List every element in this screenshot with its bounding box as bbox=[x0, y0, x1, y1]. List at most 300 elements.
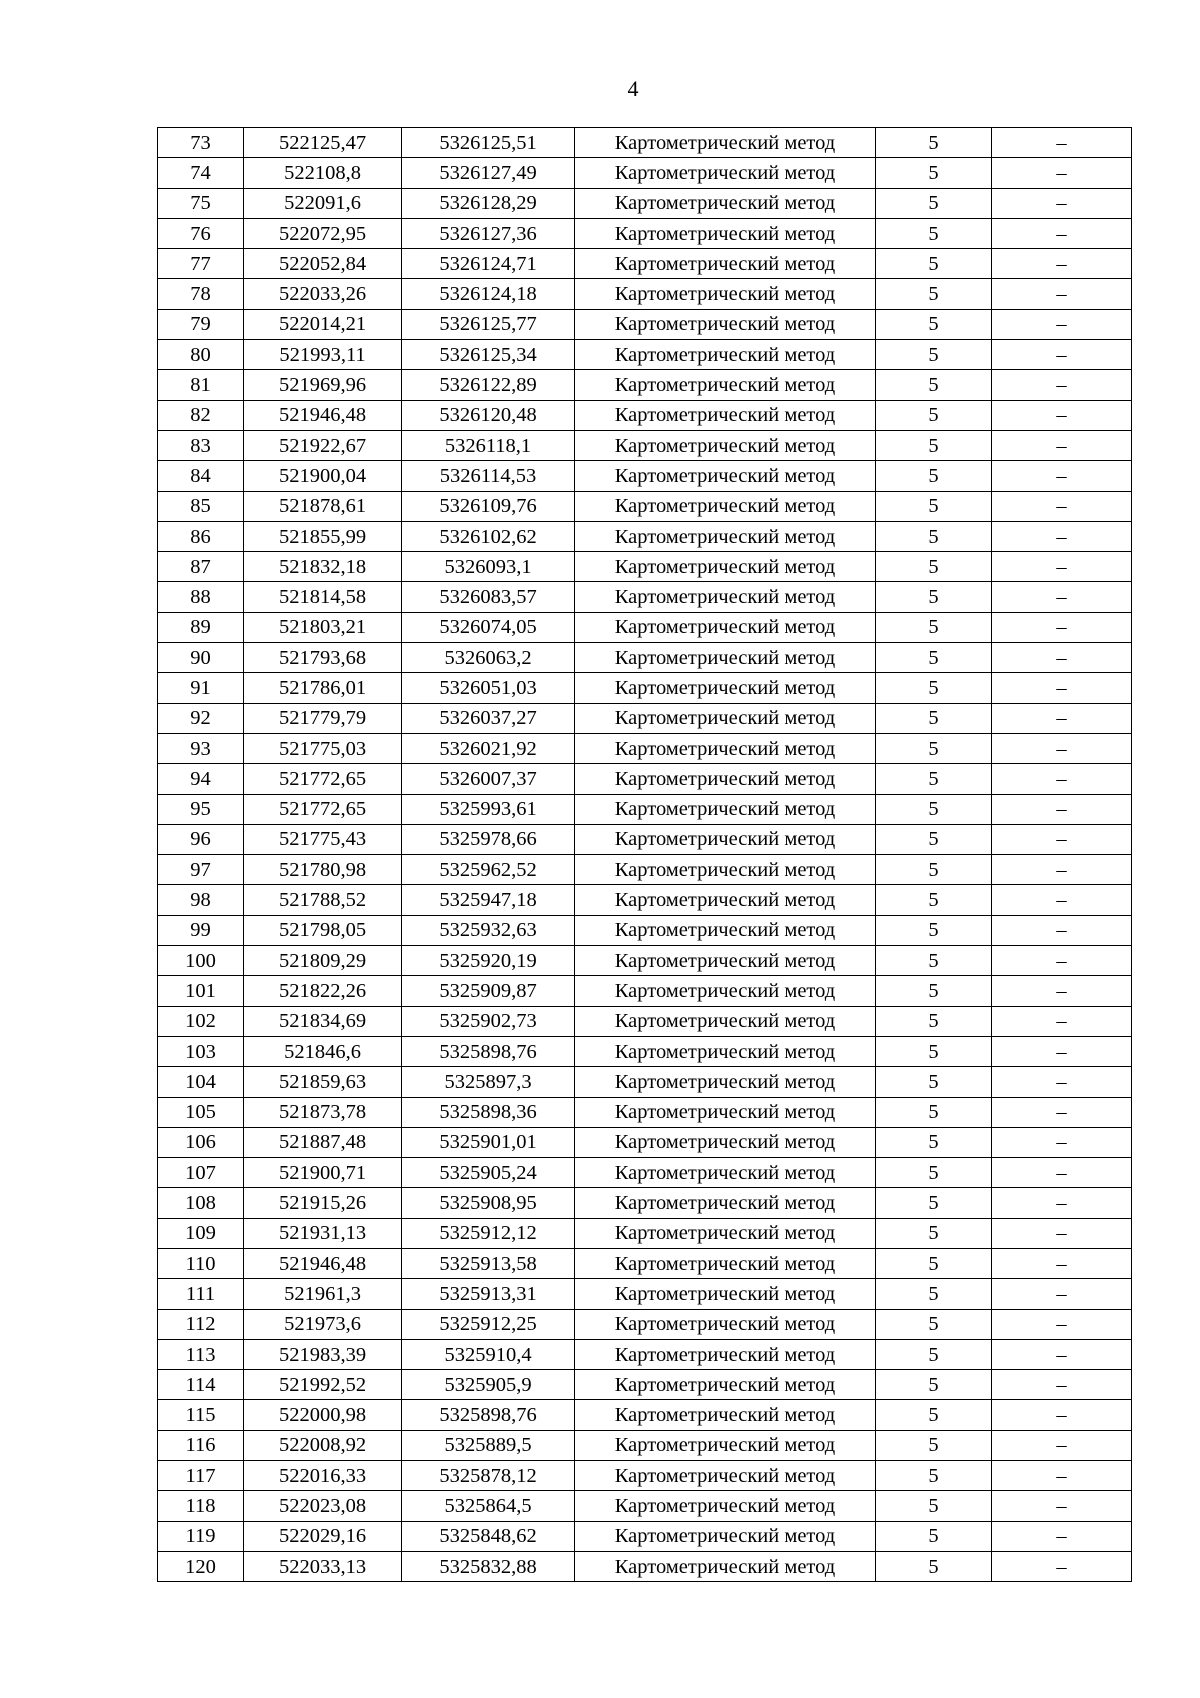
method-cell: Картометрический метод bbox=[575, 1461, 876, 1491]
method-cell: Картометрический метод bbox=[575, 370, 876, 400]
note-cell: – bbox=[992, 188, 1132, 218]
table-row bbox=[158, 1309, 1132, 1339]
method-cell: Картометрический метод bbox=[575, 158, 876, 188]
point-number-cell: 96 bbox=[158, 824, 244, 854]
x-coordinate-cell: 521946,48 bbox=[244, 1248, 402, 1278]
x-coordinate-cell: 522000,98 bbox=[244, 1400, 402, 1430]
table-row bbox=[158, 733, 1132, 763]
point-number-cell: 106 bbox=[158, 1127, 244, 1157]
x-coordinate-cell: 521780,98 bbox=[244, 855, 402, 885]
accuracy-cell: 5 bbox=[876, 1218, 992, 1248]
y-coordinate-cell: 5325962,52 bbox=[402, 855, 575, 885]
y-coordinate-cell: 5325902,73 bbox=[402, 1006, 575, 1036]
y-coordinate-cell: 5325897,3 bbox=[402, 1067, 575, 1097]
accuracy-cell: 5 bbox=[876, 764, 992, 794]
point-number-cell: 112 bbox=[158, 1309, 244, 1339]
table-row bbox=[158, 946, 1132, 976]
method-cell: Картометрический метод bbox=[575, 1188, 876, 1218]
note-cell: – bbox=[992, 1279, 1132, 1309]
method-cell: Картометрический метод bbox=[575, 430, 876, 460]
x-coordinate-cell: 521931,13 bbox=[244, 1218, 402, 1248]
coordinates-table bbox=[157, 127, 1132, 1582]
point-number-cell: 87 bbox=[158, 552, 244, 582]
accuracy-cell: 5 bbox=[876, 1521, 992, 1551]
point-number-cell: 117 bbox=[158, 1461, 244, 1491]
table-row bbox=[158, 1521, 1132, 1551]
table-row bbox=[158, 1036, 1132, 1066]
x-coordinate-cell: 522033,26 bbox=[244, 279, 402, 309]
accuracy-cell: 5 bbox=[876, 1461, 992, 1491]
table-row bbox=[158, 430, 1132, 460]
table-row bbox=[158, 1006, 1132, 1036]
y-coordinate-cell: 5326118,1 bbox=[402, 430, 575, 460]
note-cell: – bbox=[992, 976, 1132, 1006]
point-number-cell: 91 bbox=[158, 673, 244, 703]
accuracy-cell: 5 bbox=[876, 340, 992, 370]
x-coordinate-cell: 521887,48 bbox=[244, 1127, 402, 1157]
accuracy-cell: 5 bbox=[876, 824, 992, 854]
y-coordinate-cell: 5326114,53 bbox=[402, 461, 575, 491]
note-cell: – bbox=[992, 1127, 1132, 1157]
point-number-cell: 75 bbox=[158, 188, 244, 218]
note-cell: – bbox=[992, 552, 1132, 582]
point-number-cell: 89 bbox=[158, 612, 244, 642]
point-number-cell: 111 bbox=[158, 1279, 244, 1309]
note-cell: – bbox=[992, 673, 1132, 703]
table-row bbox=[158, 794, 1132, 824]
y-coordinate-cell: 5325905,9 bbox=[402, 1370, 575, 1400]
note-cell: – bbox=[992, 582, 1132, 612]
note-cell: – bbox=[992, 1188, 1132, 1218]
y-coordinate-cell: 5325909,87 bbox=[402, 976, 575, 1006]
x-coordinate-cell: 521846,6 bbox=[244, 1036, 402, 1066]
method-cell: Картометрический метод bbox=[575, 128, 876, 158]
point-number-cell: 116 bbox=[158, 1430, 244, 1460]
accuracy-cell: 5 bbox=[876, 218, 992, 248]
point-number-cell: 109 bbox=[158, 1218, 244, 1248]
method-cell: Картометрический метод bbox=[575, 1006, 876, 1036]
accuracy-cell: 5 bbox=[876, 1279, 992, 1309]
table-row bbox=[158, 158, 1132, 188]
method-cell: Картометрический метод bbox=[575, 915, 876, 945]
x-coordinate-cell: 522125,47 bbox=[244, 128, 402, 158]
note-cell: – bbox=[992, 1339, 1132, 1369]
accuracy-cell: 5 bbox=[876, 1067, 992, 1097]
point-number-cell: 114 bbox=[158, 1370, 244, 1400]
note-cell: – bbox=[992, 703, 1132, 733]
x-coordinate-cell: 521788,52 bbox=[244, 885, 402, 915]
point-number-cell: 107 bbox=[158, 1158, 244, 1188]
note-cell: – bbox=[992, 1461, 1132, 1491]
y-coordinate-cell: 5325978,66 bbox=[402, 824, 575, 854]
accuracy-cell: 5 bbox=[876, 188, 992, 218]
method-cell: Картометрический метод bbox=[575, 824, 876, 854]
x-coordinate-cell: 521772,65 bbox=[244, 764, 402, 794]
x-coordinate-cell: 521834,69 bbox=[244, 1006, 402, 1036]
x-coordinate-cell: 521873,78 bbox=[244, 1097, 402, 1127]
table-row bbox=[158, 249, 1132, 279]
accuracy-cell: 5 bbox=[876, 249, 992, 279]
method-cell: Картометрический метод bbox=[575, 582, 876, 612]
accuracy-cell: 5 bbox=[876, 582, 992, 612]
accuracy-cell: 5 bbox=[876, 703, 992, 733]
method-cell: Картометрический метод bbox=[575, 1551, 876, 1581]
x-coordinate-cell: 521814,58 bbox=[244, 582, 402, 612]
point-number-cell: 74 bbox=[158, 158, 244, 188]
table-row bbox=[158, 1279, 1132, 1309]
note-cell: – bbox=[992, 824, 1132, 854]
x-coordinate-cell: 521803,21 bbox=[244, 612, 402, 642]
method-cell: Картометрический метод bbox=[575, 249, 876, 279]
note-cell: – bbox=[992, 1097, 1132, 1127]
point-number-cell: 82 bbox=[158, 400, 244, 430]
method-cell: Картометрический метод bbox=[575, 1097, 876, 1127]
table-row bbox=[158, 582, 1132, 612]
x-coordinate-cell: 521878,61 bbox=[244, 491, 402, 521]
method-cell: Картометрический метод bbox=[575, 1309, 876, 1339]
y-coordinate-cell: 5325898,76 bbox=[402, 1036, 575, 1066]
table-row bbox=[158, 370, 1132, 400]
note-cell: – bbox=[992, 733, 1132, 763]
x-coordinate-cell: 522091,6 bbox=[244, 188, 402, 218]
accuracy-cell: 5 bbox=[876, 158, 992, 188]
accuracy-cell: 5 bbox=[876, 128, 992, 158]
y-coordinate-cell: 5326124,18 bbox=[402, 279, 575, 309]
accuracy-cell: 5 bbox=[876, 885, 992, 915]
y-coordinate-cell: 5325993,61 bbox=[402, 794, 575, 824]
y-coordinate-cell: 5325832,88 bbox=[402, 1551, 575, 1581]
point-number-cell: 76 bbox=[158, 218, 244, 248]
note-cell: – bbox=[992, 1036, 1132, 1066]
point-number-cell: 99 bbox=[158, 915, 244, 945]
table-row bbox=[158, 279, 1132, 309]
method-cell: Картометрический метод bbox=[575, 703, 876, 733]
x-coordinate-cell: 521775,43 bbox=[244, 824, 402, 854]
point-number-cell: 97 bbox=[158, 855, 244, 885]
accuracy-cell: 5 bbox=[876, 1127, 992, 1157]
accuracy-cell: 5 bbox=[876, 1430, 992, 1460]
accuracy-cell: 5 bbox=[876, 673, 992, 703]
note-cell: – bbox=[992, 249, 1132, 279]
table-row bbox=[158, 976, 1132, 1006]
accuracy-cell: 5 bbox=[876, 1097, 992, 1127]
point-number-cell: 105 bbox=[158, 1097, 244, 1127]
accuracy-cell: 5 bbox=[876, 1491, 992, 1521]
accuracy-cell: 5 bbox=[876, 1551, 992, 1581]
x-coordinate-cell: 521786,01 bbox=[244, 673, 402, 703]
point-number-cell: 86 bbox=[158, 521, 244, 551]
point-number-cell: 81 bbox=[158, 370, 244, 400]
accuracy-cell: 5 bbox=[876, 976, 992, 1006]
x-coordinate-cell: 522072,95 bbox=[244, 218, 402, 248]
method-cell: Картометрический метод bbox=[575, 1036, 876, 1066]
y-coordinate-cell: 5325910,4 bbox=[402, 1339, 575, 1369]
point-number-cell: 77 bbox=[158, 249, 244, 279]
table-row bbox=[158, 1551, 1132, 1581]
note-cell: – bbox=[992, 461, 1132, 491]
table-row bbox=[158, 1158, 1132, 1188]
y-coordinate-cell: 5325889,5 bbox=[402, 1430, 575, 1460]
method-cell: Картометрический метод bbox=[575, 946, 876, 976]
y-coordinate-cell: 5326093,1 bbox=[402, 552, 575, 582]
method-cell: Картометрический метод bbox=[575, 885, 876, 915]
table-row bbox=[158, 855, 1132, 885]
table-row bbox=[158, 1218, 1132, 1248]
note-cell: – bbox=[992, 794, 1132, 824]
table-row bbox=[158, 552, 1132, 582]
accuracy-cell: 5 bbox=[876, 1006, 992, 1036]
point-number-cell: 108 bbox=[158, 1188, 244, 1218]
point-number-cell: 103 bbox=[158, 1036, 244, 1066]
x-coordinate-cell: 522029,16 bbox=[244, 1521, 402, 1551]
note-cell: – bbox=[992, 915, 1132, 945]
table-row bbox=[158, 400, 1132, 430]
method-cell: Картометрический метод bbox=[575, 673, 876, 703]
y-coordinate-cell: 5325878,12 bbox=[402, 1461, 575, 1491]
x-coordinate-cell: 522014,21 bbox=[244, 309, 402, 339]
table-row bbox=[158, 764, 1132, 794]
y-coordinate-cell: 5325932,63 bbox=[402, 915, 575, 945]
accuracy-cell: 5 bbox=[876, 521, 992, 551]
accuracy-cell: 5 bbox=[876, 612, 992, 642]
point-number-cell: 78 bbox=[158, 279, 244, 309]
method-cell: Картометрический метод bbox=[575, 218, 876, 248]
y-coordinate-cell: 5325898,76 bbox=[402, 1400, 575, 1430]
note-cell: – bbox=[992, 1067, 1132, 1097]
method-cell: Картометрический метод bbox=[575, 1158, 876, 1188]
accuracy-cell: 5 bbox=[876, 643, 992, 673]
accuracy-cell: 5 bbox=[876, 552, 992, 582]
x-coordinate-cell: 521793,68 bbox=[244, 643, 402, 673]
x-coordinate-cell: 521775,03 bbox=[244, 733, 402, 763]
method-cell: Картометрический метод bbox=[575, 552, 876, 582]
x-coordinate-cell: 521961,3 bbox=[244, 1279, 402, 1309]
accuracy-cell: 5 bbox=[876, 1036, 992, 1066]
point-number-cell: 101 bbox=[158, 976, 244, 1006]
method-cell: Картометрический метод bbox=[575, 1339, 876, 1369]
accuracy-cell: 5 bbox=[876, 1188, 992, 1218]
table-row bbox=[158, 1370, 1132, 1400]
x-coordinate-cell: 521779,79 bbox=[244, 703, 402, 733]
table-row bbox=[158, 1188, 1132, 1218]
y-coordinate-cell: 5325898,36 bbox=[402, 1097, 575, 1127]
y-coordinate-cell: 5326124,71 bbox=[402, 249, 575, 279]
table-row bbox=[158, 612, 1132, 642]
y-coordinate-cell: 5326109,76 bbox=[402, 491, 575, 521]
table-row bbox=[158, 673, 1132, 703]
note-cell: – bbox=[992, 885, 1132, 915]
method-cell: Картометрический метод bbox=[575, 764, 876, 794]
accuracy-cell: 5 bbox=[876, 946, 992, 976]
x-coordinate-cell: 521900,04 bbox=[244, 461, 402, 491]
x-coordinate-cell: 521946,48 bbox=[244, 400, 402, 430]
point-number-cell: 85 bbox=[158, 491, 244, 521]
y-coordinate-cell: 5325912,12 bbox=[402, 1218, 575, 1248]
point-number-cell: 110 bbox=[158, 1248, 244, 1278]
y-coordinate-cell: 5326063,2 bbox=[402, 643, 575, 673]
note-cell: – bbox=[992, 1218, 1132, 1248]
accuracy-cell: 5 bbox=[876, 1248, 992, 1278]
accuracy-cell: 5 bbox=[876, 1400, 992, 1430]
accuracy-cell: 5 bbox=[876, 915, 992, 945]
x-coordinate-cell: 521983,39 bbox=[244, 1339, 402, 1369]
y-coordinate-cell: 5326037,27 bbox=[402, 703, 575, 733]
y-coordinate-cell: 5326125,51 bbox=[402, 128, 575, 158]
point-number-cell: 73 bbox=[158, 128, 244, 158]
note-cell: – bbox=[992, 521, 1132, 551]
y-coordinate-cell: 5326021,92 bbox=[402, 733, 575, 763]
note-cell: – bbox=[992, 612, 1132, 642]
x-coordinate-cell: 521969,96 bbox=[244, 370, 402, 400]
accuracy-cell: 5 bbox=[876, 461, 992, 491]
point-number-cell: 118 bbox=[158, 1491, 244, 1521]
accuracy-cell: 5 bbox=[876, 430, 992, 460]
method-cell: Картометрический метод bbox=[575, 1491, 876, 1521]
table-row bbox=[158, 218, 1132, 248]
x-coordinate-cell: 521855,99 bbox=[244, 521, 402, 551]
y-coordinate-cell: 5326120,48 bbox=[402, 400, 575, 430]
method-cell: Картометрический метод bbox=[575, 491, 876, 521]
accuracy-cell: 5 bbox=[876, 400, 992, 430]
note-cell: – bbox=[992, 1370, 1132, 1400]
note-cell: – bbox=[992, 1309, 1132, 1339]
accuracy-cell: 5 bbox=[876, 733, 992, 763]
method-cell: Картометрический метод bbox=[575, 1400, 876, 1430]
x-coordinate-cell: 521832,18 bbox=[244, 552, 402, 582]
y-coordinate-cell: 5325912,25 bbox=[402, 1309, 575, 1339]
x-coordinate-cell: 522033,13 bbox=[244, 1551, 402, 1581]
note-cell: – bbox=[992, 1551, 1132, 1581]
table-row bbox=[158, 1097, 1132, 1127]
table-row bbox=[158, 461, 1132, 491]
x-coordinate-cell: 521798,05 bbox=[244, 915, 402, 945]
table-row bbox=[158, 703, 1132, 733]
y-coordinate-cell: 5326127,49 bbox=[402, 158, 575, 188]
table-row bbox=[158, 1248, 1132, 1278]
accuracy-cell: 5 bbox=[876, 1339, 992, 1369]
x-coordinate-cell: 521922,67 bbox=[244, 430, 402, 460]
coordinates-table-body bbox=[158, 128, 1132, 1582]
point-number-cell: 115 bbox=[158, 1400, 244, 1430]
table-row bbox=[158, 1461, 1132, 1491]
note-cell: – bbox=[992, 1400, 1132, 1430]
y-coordinate-cell: 5326007,37 bbox=[402, 764, 575, 794]
point-number-cell: 120 bbox=[158, 1551, 244, 1581]
x-coordinate-cell: 522052,84 bbox=[244, 249, 402, 279]
accuracy-cell: 5 bbox=[876, 1309, 992, 1339]
point-number-cell: 98 bbox=[158, 885, 244, 915]
y-coordinate-cell: 5326127,36 bbox=[402, 218, 575, 248]
x-coordinate-cell: 522108,8 bbox=[244, 158, 402, 188]
table-row bbox=[158, 309, 1132, 339]
method-cell: Картометрический метод bbox=[575, 855, 876, 885]
point-number-cell: 83 bbox=[158, 430, 244, 460]
method-cell: Картометрический метод bbox=[575, 340, 876, 370]
y-coordinate-cell: 5326122,89 bbox=[402, 370, 575, 400]
x-coordinate-cell: 521822,26 bbox=[244, 976, 402, 1006]
table-row bbox=[158, 1400, 1132, 1430]
note-cell: – bbox=[992, 1158, 1132, 1188]
page-number: 4 bbox=[627, 76, 639, 101]
method-cell: Картометрический метод bbox=[575, 612, 876, 642]
x-coordinate-cell: 522008,92 bbox=[244, 1430, 402, 1460]
y-coordinate-cell: 5326128,29 bbox=[402, 188, 575, 218]
x-coordinate-cell: 521859,63 bbox=[244, 1067, 402, 1097]
method-cell: Картометрический метод bbox=[575, 1279, 876, 1309]
method-cell: Картометрический метод bbox=[575, 1430, 876, 1460]
point-number-cell: 80 bbox=[158, 340, 244, 370]
point-number-cell: 90 bbox=[158, 643, 244, 673]
note-cell: – bbox=[992, 1006, 1132, 1036]
x-coordinate-cell: 521772,65 bbox=[244, 794, 402, 824]
table-row bbox=[158, 521, 1132, 551]
accuracy-cell: 5 bbox=[876, 1158, 992, 1188]
x-coordinate-cell: 522016,33 bbox=[244, 1461, 402, 1491]
table-row bbox=[158, 885, 1132, 915]
note-cell: – bbox=[992, 764, 1132, 794]
table-row bbox=[158, 915, 1132, 945]
method-cell: Картометрический метод bbox=[575, 976, 876, 1006]
accuracy-cell: 5 bbox=[876, 279, 992, 309]
table-row bbox=[158, 340, 1132, 370]
y-coordinate-cell: 5325901,01 bbox=[402, 1127, 575, 1157]
point-number-cell: 92 bbox=[158, 703, 244, 733]
table-row bbox=[158, 1430, 1132, 1460]
y-coordinate-cell: 5326125,77 bbox=[402, 309, 575, 339]
table-row bbox=[158, 824, 1132, 854]
point-number-cell: 119 bbox=[158, 1521, 244, 1551]
accuracy-cell: 5 bbox=[876, 491, 992, 521]
note-cell: – bbox=[992, 158, 1132, 188]
table-row bbox=[158, 1127, 1132, 1157]
x-coordinate-cell: 521915,26 bbox=[244, 1188, 402, 1218]
method-cell: Картометрический метод bbox=[575, 1521, 876, 1551]
y-coordinate-cell: 5325913,31 bbox=[402, 1279, 575, 1309]
y-coordinate-cell: 5326051,03 bbox=[402, 673, 575, 703]
y-coordinate-cell: 5326125,34 bbox=[402, 340, 575, 370]
method-cell: Картометрический метод bbox=[575, 794, 876, 824]
table-row bbox=[158, 643, 1132, 673]
note-cell: – bbox=[992, 400, 1132, 430]
note-cell: – bbox=[992, 1430, 1132, 1460]
method-cell: Картометрический метод bbox=[575, 1370, 876, 1400]
method-cell: Картометрический метод bbox=[575, 521, 876, 551]
note-cell: – bbox=[992, 643, 1132, 673]
method-cell: Картометрический метод bbox=[575, 1218, 876, 1248]
point-number-cell: 95 bbox=[158, 794, 244, 824]
table-row bbox=[158, 1491, 1132, 1521]
y-coordinate-cell: 5325848,62 bbox=[402, 1521, 575, 1551]
point-number-cell: 104 bbox=[158, 1067, 244, 1097]
accuracy-cell: 5 bbox=[876, 794, 992, 824]
note-cell: – bbox=[992, 1521, 1132, 1551]
table-row bbox=[158, 188, 1132, 218]
point-number-cell: 84 bbox=[158, 461, 244, 491]
method-cell: Картометрический метод bbox=[575, 400, 876, 430]
y-coordinate-cell: 5325908,95 bbox=[402, 1188, 575, 1218]
point-number-cell: 100 bbox=[158, 946, 244, 976]
note-cell: – bbox=[992, 128, 1132, 158]
accuracy-cell: 5 bbox=[876, 855, 992, 885]
note-cell: – bbox=[992, 279, 1132, 309]
note-cell: – bbox=[992, 309, 1132, 339]
method-cell: Картометрический метод bbox=[575, 1067, 876, 1097]
x-coordinate-cell: 521992,52 bbox=[244, 1370, 402, 1400]
note-cell: – bbox=[992, 855, 1132, 885]
accuracy-cell: 5 bbox=[876, 1370, 992, 1400]
method-cell: Картометрический метод bbox=[575, 1127, 876, 1157]
y-coordinate-cell: 5325920,19 bbox=[402, 946, 575, 976]
